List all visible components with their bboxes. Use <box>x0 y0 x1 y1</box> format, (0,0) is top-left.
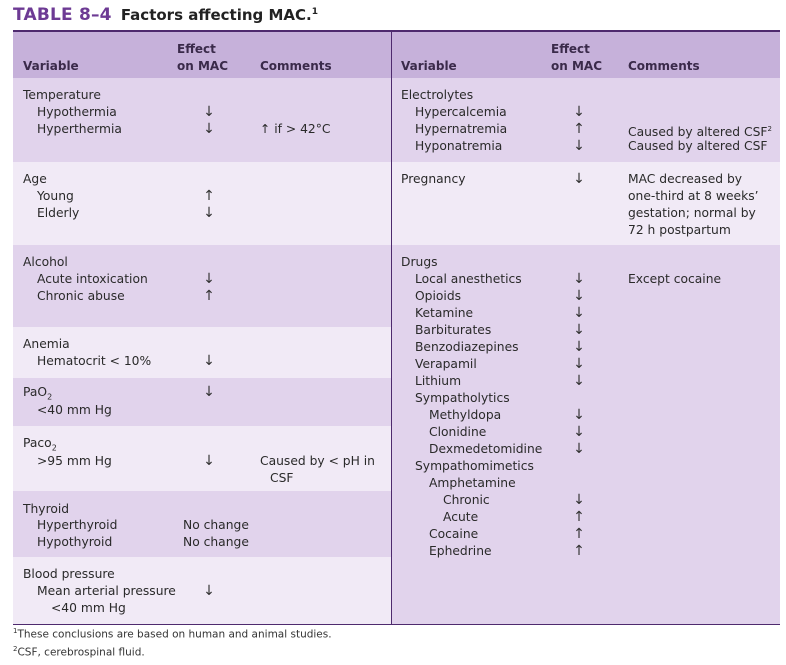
ephedrine-label: Ephedrine <box>429 544 492 558</box>
row-electrolytes <box>392 78 780 162</box>
left-header-effect-2: on MAC <box>177 59 228 73</box>
hyponatremia-comment: Caused by altered CSF <box>628 139 768 153</box>
methyldopa-arrow-down: ↓ <box>573 407 585 423</box>
row-pao2 <box>13 378 391 426</box>
amphetamine-label: Amphetamine <box>429 476 516 490</box>
benzodiazepines-label: Benzodiazepines <box>415 340 519 354</box>
chronic-abuse-arrow-up: ↑ <box>203 288 215 304</box>
hypothyroid-label: Hypothyroid <box>37 535 113 549</box>
left-header <box>13 32 391 78</box>
table-caption <box>121 6 318 24</box>
left-header-comments: Comments <box>260 59 332 73</box>
pregnancy-comment-2: one-third at 8 weeks’ <box>628 189 759 203</box>
hypernatremia-arrow-up: ↑ <box>573 121 585 137</box>
row-temperature <box>13 78 391 162</box>
local-anesthetics-label: Local anesthetics <box>415 272 522 286</box>
row-drugs <box>392 245 780 624</box>
hypothermia-arrow-down: ↓ <box>203 104 215 120</box>
dexmedetomidine-arrow-down: ↓ <box>573 441 585 457</box>
alcohol-label: Alcohol <box>23 255 68 269</box>
hypothyroid-effect: No change <box>183 535 249 549</box>
pregnancy-comment-1: MAC decreased by <box>628 172 743 186</box>
pregnancy-comment-3: gestation; normal by <box>628 206 756 220</box>
age-label: Age <box>23 172 47 186</box>
hyperthermia-label: Hyperthermia <box>37 122 122 136</box>
row-age <box>13 162 391 245</box>
footnote-1 <box>13 627 332 641</box>
hyponatremia-arrow-down: ↓ <box>573 138 585 154</box>
barbiturates-label: Barbiturates <box>415 323 492 337</box>
row-pregnancy <box>392 162 780 245</box>
amphetamine-chronic-label: Chronic <box>443 493 490 507</box>
caption-note-mark: 1 <box>311 7 319 17</box>
hypothermia-label: Hypothermia <box>37 105 117 119</box>
table-title <box>13 5 318 29</box>
young-label: Young <box>37 189 74 203</box>
paco2-value: >95 mm Hg <box>37 454 112 468</box>
verapamil-label: Verapamil <box>415 357 477 371</box>
amphetamine-acute-label: Acute <box>443 510 479 524</box>
thyroid-label: Thyroid <box>23 502 70 516</box>
table-number: TABLE 8–4 <box>13 5 112 25</box>
lithium-arrow-down: ↓ <box>573 373 585 389</box>
acute-intoxication-arrow-down: ↓ <box>203 271 215 287</box>
hypercalcemia-arrow-down: ↓ <box>573 104 585 120</box>
row-paco2 <box>13 426 391 491</box>
right-header-effect-1: Effect <box>551 42 590 56</box>
hypercalcemia-label: Hypercalcemia <box>415 105 507 119</box>
right-half <box>392 32 780 624</box>
electrolytes-label: Electrolytes <box>401 88 474 102</box>
map-value: <40 mm Hg <box>51 601 126 615</box>
map-arrow-down: ↓ <box>203 583 215 599</box>
lithium-label: Lithium <box>415 374 462 388</box>
row-thyroid <box>13 491 391 557</box>
caption-text: Factors affecting MAC. <box>120 6 312 24</box>
pao2-sub: 2 <box>47 392 53 402</box>
benzodiazepines-arrow-down: ↓ <box>573 339 585 355</box>
cocaine-arrow-up: ↑ <box>573 526 585 542</box>
hyperthyroid-effect: No change <box>183 518 249 532</box>
dexmedetomidine-label: Dexmedetomidine <box>429 442 543 456</box>
pregnancy-arrow-down: ↓ <box>573 171 585 187</box>
local-anesthetics-comment: Except cocaine <box>628 272 722 286</box>
hyperthermia-comment: ↑ if > 42°C <box>260 122 331 136</box>
pao2-text: PaO <box>23 385 48 399</box>
methyldopa-label: Methyldopa <box>429 408 502 422</box>
blood-pressure-label: Blood pressure <box>23 567 115 581</box>
hypernatremia-label: Hypernatremia <box>415 122 508 136</box>
clonidine-label: Clonidine <box>429 425 487 439</box>
map-label: Mean arterial pressure <box>37 584 176 598</box>
acute-intoxication-label: Acute intoxication <box>37 272 148 286</box>
temperature-label: Temperature <box>23 88 101 102</box>
paco2-sub: 2 <box>51 443 57 453</box>
ketamine-arrow-down: ↓ <box>573 305 585 321</box>
hyperthermia-arrow-down: ↓ <box>203 121 215 137</box>
drugs-label: Drugs <box>401 255 438 269</box>
clonidine-arrow-down: ↓ <box>573 424 585 440</box>
hematocrit-label: Hematocrit < 10% <box>37 354 152 368</box>
sympatholytics-label: Sympatholytics <box>415 391 510 405</box>
hyponatremia-label: Hyponatremia <box>415 139 503 153</box>
footnote-1-mark: 1 <box>13 627 18 635</box>
footnote-2-mark: 2 <box>13 645 18 653</box>
chronic-abuse-label: Chronic abuse <box>37 289 125 303</box>
sympathomimetics-label: Sympathomimetics <box>415 459 534 473</box>
amphetamine-chronic-arrow-down: ↓ <box>573 492 585 508</box>
elderly-label: Elderly <box>37 206 80 220</box>
hypernatremia-comment-text: Caused by altered CSF <box>628 125 768 140</box>
anemia-label: Anemia <box>23 337 70 351</box>
ketamine-label: Ketamine <box>415 306 474 320</box>
footnote-1-text: These conclusions are based on human and animal studies. <box>17 628 332 641</box>
mac-table <box>13 30 780 625</box>
paco2-comment-line2: CSF <box>270 471 294 485</box>
left-header-effect-1: Effect <box>177 42 216 56</box>
cocaine-label: Cocaine <box>429 527 479 541</box>
hyperthyroid-label: Hyperthyroid <box>37 518 118 532</box>
pregnancy-comment-4: 72 h postpartum <box>628 223 731 237</box>
right-header-effect-2: on MAC <box>551 59 602 73</box>
opioids-label: Opioids <box>415 289 462 303</box>
pao2-value: <40 mm Hg <box>37 403 112 417</box>
paco2-comment-line1: Caused by < pH in <box>260 454 375 468</box>
pregnancy-label: Pregnancy <box>401 172 466 186</box>
paco2-arrow-down: ↓ <box>203 453 215 469</box>
left-half <box>13 32 391 624</box>
verapamil-arrow-down: ↓ <box>573 356 585 372</box>
local-anesthetics-arrow-down: ↓ <box>573 271 585 287</box>
right-header-comments: Comments <box>628 59 700 73</box>
right-header-variable: Variable <box>401 59 457 73</box>
footnote-2 <box>13 645 145 659</box>
footnote-2-text: CSF, cerebrospinal fluid. <box>17 646 145 659</box>
barbiturates-arrow-down: ↓ <box>573 322 585 338</box>
amphetamine-acute-arrow-up: ↑ <box>573 509 585 525</box>
row-alcohol <box>13 245 391 327</box>
hypernatremia-comment-mark: 2 <box>767 125 772 133</box>
paco2-text: Paco <box>23 436 52 450</box>
pao2-arrow-down: ↓ <box>203 384 215 400</box>
row-blood-pressure <box>13 557 391 624</box>
left-header-variable: Variable <box>23 59 79 73</box>
right-header <box>392 32 780 78</box>
elderly-arrow-down: ↓ <box>203 205 215 221</box>
row-anemia <box>13 327 391 378</box>
young-arrow-up: ↑ <box>203 188 215 204</box>
opioids-arrow-down: ↓ <box>573 288 585 304</box>
hematocrit-arrow-down: ↓ <box>203 353 215 369</box>
ephedrine-arrow-up: ↑ <box>573 543 585 559</box>
